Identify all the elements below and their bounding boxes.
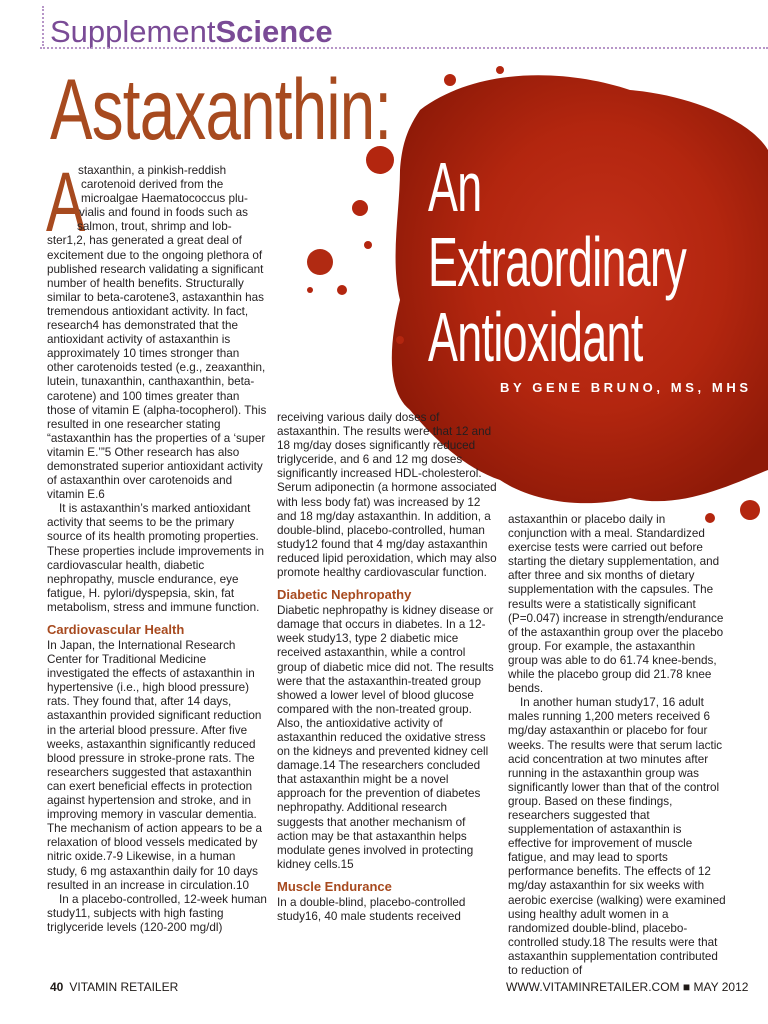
body-paragraph: Diabetic nephropathy is kidney disease or damage that occurs in diabetes. In a 12-week study13, type 2 diabetic mice received astaxanthin, while a control group of diabetic mice did not. The results were that the astaxanthin-treated group showed a lower level of blood glucose compared with the non-treated group. Also, the antioxidative activity of astaxanthin reduced the oxidative stress on the kidneys and prevented kidney cell damage.14 The researchers concluded that astaxanthin might be a novel approach for the prevention of diabetes nephropathy. Additional research suggests that another mechanism of action may be that astaxanthin helps modulate genes involved in protecting kidney cells.15 (277, 604, 494, 871)
intro-line: microalgae Haematococcus plu- (81, 192, 248, 206)
column-2 (277, 411, 497, 924)
body-paragraph: receiving various daily doses of astaxanthin. The results were that 12 and 18 mg/day doses significantly reduced triglyceride, and 6 and 12 mg doses significantly increased HDL-cholesterol. Serum adiponectin (a hormone associated with less body fat) was increased by 12 and 18 mg/day astaxanthin. In addition, a double-blind, placebo-controlled, human study12 found that 4 mg/day astaxanthin reduced lipid peroxidation, which may also promote healthy cardiovascular function. (277, 411, 497, 580)
body-paragraph: It is astaxanthin’s marked antioxidant activity that seems to be the primary source of its health promoting properties. These properties include improvements in cardiovascular health, diabetic nephropathy, muscle endurance, eye fatigue, H. pylori/dyspepsia, skin, fat metabolism, stress and immune function. (47, 502, 264, 614)
body-paragraph: In another human study17, 16 adult males running 1,200 meters received 6 mg/day astaxanthin or placebo for four weeks. The results were that serum lactic acid concentration at two minutes after running in the astaxanthin group was significantly lower than that of the control group. Based on these findings, researchers suggested that supplementation of astaxanthin is effective for improvement of muscle fatigue, and may lead to sports performance benefits. The effects of 12 mg/day astaxanthin for six weeks with aerobic exercise (walking) were examined using healthy adult women in a randomized double-blind, placebo-controlled study.18 The results were that astaxanthin supplementation contributed to reduction of (508, 696, 726, 977)
section-heading-muscle-endurance: Muscle Endurance (277, 878, 392, 894)
issue-date: MAY 2012 (693, 980, 749, 994)
body-paragraph: In a double-blind, placebo-controlled study16, 40 male students received (277, 895, 466, 923)
byline: BY GENE BRUNO, MS, MHS (500, 380, 752, 395)
header-vertical-rule (42, 6, 44, 46)
column-3 (508, 513, 726, 978)
article-subtitle-line-3: Antioxidant (428, 298, 643, 376)
intro-line: salmon, trout, shrimp and lob- (77, 220, 232, 234)
drop-cap: A (46, 155, 86, 249)
masthead-bold: Science (215, 14, 333, 49)
intro-paragraph: ster1,2, has generated a great deal of excitement due to the ongoing plethora of published research validating a significant number of health benefits. Structurally similar to beta-carotene3, astaxanthin has tremendous antioxidant activity. In fact, research4 has demonstrated that the antioxidant activity of astaxanthin is approximately 10 times stronger than other carotenoids tested (e.g., zeaxanthin, lutein, tunaxanthin, canthaxanthin, beta-carotene) and 100 times greater than those of vitamin E (alpha-tocopherol). This resulted in one researcher stating “astaxanthin has the properties of a ‘super vitamin E.’”5 Other research has also demonstrated superior antioxidant activity of astaxanthin over carotenoids and vitamin E.6 (47, 234, 267, 502)
intro-line: staxanthin, a pinkish-reddish (78, 164, 227, 177)
body-paragraph: In a placebo-controlled, 12-week human study11, subjects with high fasting triglyceride levels (120-200 mg/dl) (47, 892, 267, 934)
intro-line: vialis and found in foods such as (79, 206, 248, 220)
section-heading-cardiovascular: Cardiovascular Health (47, 622, 185, 637)
article-subtitle-line-2: Extraordinary (428, 223, 687, 301)
footer-separator: ■ (682, 980, 691, 994)
section-heading-diabetic-nephropathy: Diabetic Nephropathy (277, 587, 412, 603)
body-paragraph: In Japan, the International Research Center for Traditional Medicine investigated the effects of astaxanthin in hypertensive (i.e., high blood pressure) rats. They found that, after 14 days, astaxanthin provided significant reduction in the arterial blood pressure. After five weeks, astaxanthin significantly reduced blood pressure in stroke-prone rats. The researchers suggested that astaxanthin can exert beneficial effects in protection against hypertension and stroke, and in improving memory in vascular dementia. The mechanism of action appears to be a relaxation of blood vessels medicated by nitric oxide.7-9 Likewise, in a human study, 6 mg astaxanthin daily for 10 days resulted in an increase in circulation.10 (47, 639, 263, 892)
publication-name: VITAMIN RETAILER (69, 980, 179, 994)
article-title: Astaxanthin: (50, 62, 392, 158)
footer-left (50, 980, 178, 994)
footer-right (506, 980, 748, 994)
intro-line: carotenoid derived from the (81, 178, 224, 192)
website-link[interactable]: WWW.VITAMINRETAILER.COM (506, 980, 680, 994)
column-1 (47, 164, 267, 935)
masthead-light: Supplement (50, 14, 216, 49)
page-number: 40 (50, 980, 64, 994)
body-paragraph: astaxanthin or placebo daily in conjunction with a meal. Standardized exercise tests were carried out before starting the dietary supplementation, and after three and six months of dietary supplementation with the capsules. The results were a statistically significant (P=0.047) increase in strength/endurance of the astaxanthin group over the placebo group. For example, the astaxanthin group was able to do 61.74 knee-bends, while the placebo group did 21.78 knee bends. (508, 513, 724, 696)
article-subtitle-line-1: An (428, 148, 482, 226)
